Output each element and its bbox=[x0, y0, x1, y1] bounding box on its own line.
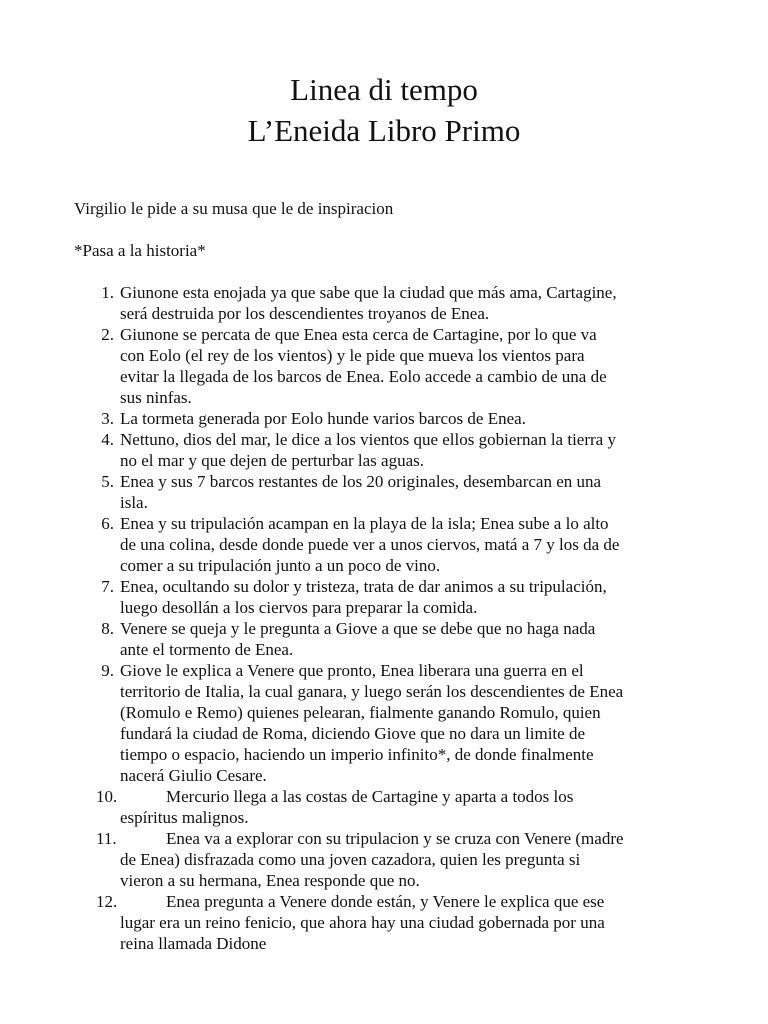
timeline-item bbox=[0, 618, 768, 660]
timeline-item-text-line: Giove le explica a Venere que pronto, Enea liberara una guerra en el bbox=[120, 661, 584, 680]
timeline-item-text-line: vieron a su hermana, Enea responde que no. bbox=[120, 871, 420, 890]
timeline-item-number: 7. bbox=[101, 577, 114, 596]
timeline-item-text-line: luego desollán a los ciervos para preparar la comida. bbox=[120, 598, 478, 617]
timeline-item-number: 2. bbox=[101, 325, 114, 344]
timeline-item-text-line: con Eolo (el rey de los vientos) y le pide que mueva los vientos para bbox=[120, 346, 585, 365]
timeline-item bbox=[0, 513, 768, 576]
timeline-item bbox=[0, 429, 768, 471]
timeline-item bbox=[0, 660, 768, 786]
timeline-item-text-line: Enea y sus 7 barcos restantes de los 20 originales, desembarcan en una bbox=[120, 472, 602, 491]
timeline-item-text-line: Mercurio llega a las costas de Cartagine y aparta a todos los bbox=[166, 787, 574, 806]
timeline-item-text-line: no el mar y que dejen de perturbar las aguas. bbox=[120, 451, 424, 470]
document-title: Linea di tempo bbox=[290, 72, 478, 107]
timeline-item-number: 5. bbox=[101, 472, 114, 491]
timeline-item bbox=[0, 408, 768, 429]
timeline-item-text-line: Enea pregunta a Venere donde están, y Venere le explica que ese bbox=[166, 892, 605, 911]
timeline-item-text-line: (Romulo e Remo) quienes pelearan, fialmente ganando Romulo, quien bbox=[120, 703, 601, 722]
timeline-item-text-line: Giunone se percata de que Enea esta cerca de Cartagine, por lo que va bbox=[120, 325, 597, 344]
timeline-item-text-line: de Enea) disfrazada como una joven cazadora, quien les pregunta si bbox=[120, 850, 581, 869]
timeline-item-text-line: evitar la llegada de los barcos de Enea. Eolo accede a cambio de una de bbox=[120, 367, 607, 386]
timeline-item-text-line: Nettuno, dios del mar, le dice a los vientos que ellos gobiernan la tierra y bbox=[120, 430, 616, 449]
timeline-item bbox=[0, 471, 768, 513]
timeline-item bbox=[0, 282, 768, 324]
timeline-item-text-line: será destruida por los descendientes troyanos de Enea. bbox=[120, 304, 490, 323]
timeline-item-number: 11. bbox=[96, 829, 117, 848]
section-note: *Pasa a la historia* bbox=[74, 241, 206, 260]
timeline-item-number: 3. bbox=[101, 409, 114, 428]
timeline-item-text-line: comer a su tripulación junto a un poco de vino. bbox=[120, 556, 441, 575]
timeline-item-text-line: La tormeta generada por Eolo hunde varios barcos de Enea. bbox=[120, 409, 526, 428]
timeline-item-number: 8. bbox=[101, 619, 114, 638]
timeline-item-text-line: espíritus malignos. bbox=[120, 808, 249, 827]
timeline-item-text-line: isla. bbox=[120, 493, 148, 512]
timeline-list bbox=[0, 282, 768, 954]
timeline-item bbox=[0, 576, 768, 618]
timeline-item-text-line: lugar era un reino fenicio, que ahora hay una ciudad gobernada por una bbox=[120, 913, 605, 932]
timeline-item-number: 1. bbox=[101, 283, 114, 302]
timeline-item-text-line: de una colina, desde donde puede ver a unos ciervos, matá a 7 y los da de bbox=[120, 535, 620, 554]
timeline-item-text-line: Enea y su tripulación acampan en la playa de la isla; Enea sube a lo alto bbox=[120, 514, 609, 533]
timeline-item-text-line: reina llamada Didone bbox=[120, 934, 267, 953]
timeline-item-text-line: nacerá Giulio Cesare. bbox=[120, 766, 267, 785]
timeline-item-number: 10. bbox=[96, 787, 118, 806]
timeline-item bbox=[0, 828, 768, 891]
timeline-item-number: 6. bbox=[101, 514, 114, 533]
timeline-item-text-line: ante el tormento de Enea. bbox=[120, 640, 294, 659]
timeline-item-text-line: Giunone esta enojada ya que sabe que la ciudad que más ama, Cartagine, bbox=[120, 283, 617, 302]
timeline-item-number: 12. bbox=[96, 892, 118, 911]
intro-paragraph: Virgilio le pide a su musa que le de inspiracion bbox=[74, 199, 394, 218]
timeline-item-text-line: fundará la ciudad de Roma, diciendo Giove que no dara un limite de bbox=[120, 724, 585, 743]
timeline-item-text-line: territorio de Italia, la cual ganara, y luego serán los descendientes de Enea bbox=[120, 682, 624, 701]
timeline-item bbox=[0, 786, 768, 828]
timeline-item bbox=[0, 891, 768, 954]
document-subtitle: L’Eneida Libro Primo bbox=[247, 113, 521, 148]
timeline-item-number: 9. bbox=[101, 661, 114, 680]
timeline-item-text-line: tiempo o espacio, haciendo un imperio infinito*, de donde finalmente bbox=[120, 745, 594, 764]
timeline-item-text-line: Enea va a explorar con su tripulacion y se cruza con Venere (madre bbox=[166, 829, 624, 848]
timeline-item-text-line: sus ninfas. bbox=[120, 388, 192, 407]
timeline-item-text-line: Enea, ocultando su dolor y tristeza, trata de dar animos a su tripulación, bbox=[120, 577, 607, 596]
timeline-item bbox=[0, 324, 768, 408]
timeline-item-text-line: Venere se queja y le pregunta a Giove a que se debe que no haga nada bbox=[120, 619, 596, 638]
timeline-item-number: 4. bbox=[101, 430, 114, 449]
